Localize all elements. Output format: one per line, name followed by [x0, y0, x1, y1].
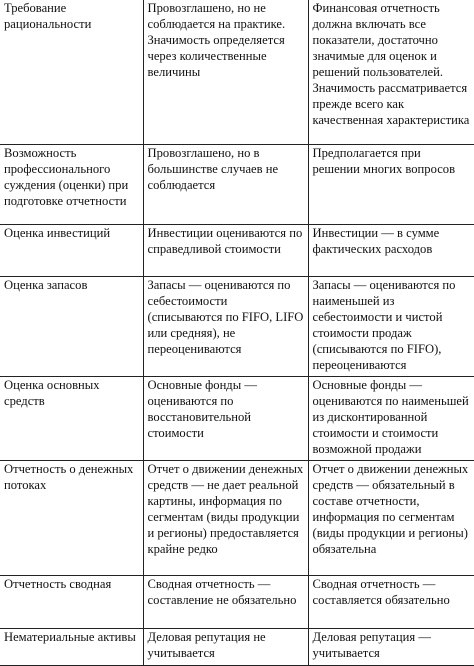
left-cell [143, 575, 308, 628]
right-text: Предполагается при решении многих вопросов [312, 145, 456, 176]
criterion-text: Отчетность сводная [4, 576, 112, 591]
criterion-cell [0, 460, 143, 575]
criterion-text: Оценка основных средств [4, 377, 100, 408]
criterion-text: Отчетность о денежных потоках [4, 461, 134, 492]
criterion-cell [0, 376, 143, 460]
table-row [0, 376, 474, 460]
right-text: Деловая репутация — учитывается [312, 629, 431, 660]
left-text: Отчет о движении денежных средств — не дает реальной картины, информация по сегментам (виды продукции и регионы) предоставляется крайне редко [147, 461, 304, 556]
criterion-cell [0, 575, 143, 628]
left-cell [143, 276, 308, 376]
criterion-text: Оценка инвестиций [4, 225, 111, 240]
right-cell [308, 224, 474, 276]
left-cell [143, 0, 308, 144]
right-cell [308, 144, 474, 224]
right-cell [308, 575, 474, 628]
right-text: Запасы — оцениваются по наименьшей из себестоимости и чистой стоимости продаж (списываются по FIFO), переоцениваются [312, 277, 456, 372]
right-cell [308, 460, 474, 575]
criterion-cell [0, 144, 143, 224]
left-cell [143, 144, 308, 224]
right-text: Основные фонды — оцениваются по наименьшей из дисконтированной стоимости и стоимости возможной продажи [312, 377, 469, 456]
right-text: Отчет о движении денежных средств — обязательный в составе отчетности, информация по сегментам (виды продукции и регионы) обязательна [312, 461, 469, 556]
left-text: Запасы — оцениваются по себестоимости (списываются по FIFO, LIFO или средняя), не переоцениваются [147, 277, 304, 356]
table-row [0, 0, 474, 144]
right-text: Инвестиции — в сумме фактических расходов [312, 225, 440, 256]
left-cell [143, 224, 308, 276]
left-text: Провозглашено, но в большинстве случаев не соблюдается [147, 145, 279, 192]
criterion-cell [0, 0, 143, 144]
table-row [0, 575, 474, 628]
left-text: Деловая репутация не учитывается [147, 629, 266, 660]
criterion-cell [0, 628, 143, 665]
left-text: Инвестиции оцениваются по справедливой стоимости [147, 225, 303, 256]
right-cell [308, 376, 474, 460]
left-cell [143, 376, 308, 460]
table-row [0, 144, 474, 224]
criterion-cell [0, 276, 143, 376]
right-cell [308, 276, 474, 376]
right-cell [308, 0, 474, 144]
left-cell [143, 628, 308, 665]
right-text: Финансовая отчетность должна включать все показатели, достаточно значимые для оценок и решений пользователей. Значимость рассматривается прежде всего как качественная характеристика [312, 1, 470, 127]
criterion-cell [0, 224, 143, 276]
right-cell [308, 628, 474, 665]
left-text: Сводная отчетность — составление не обязательно [147, 576, 297, 607]
left-cell [143, 460, 308, 575]
left-text: Основные фонды — оцениваются по восстановительной стоимости [147, 377, 257, 440]
table-row [0, 460, 474, 575]
left-text: Провозглашено, но не соблюдается на практике. Значимость определяется через количественные величины [147, 1, 286, 79]
table-row [0, 628, 474, 665]
criterion-text: Возможность профессионального суждения (оценки) при подготовке отчетности [4, 145, 129, 208]
right-text: Сводная отчетность — составляется обязательно [312, 576, 450, 607]
table-row [0, 224, 474, 276]
criterion-text: Оценка запасов [4, 277, 88, 292]
table-row [0, 276, 474, 376]
criterion-text: Нематериальные активы [4, 629, 136, 644]
criterion-text: Требование рациональности [4, 1, 92, 31]
